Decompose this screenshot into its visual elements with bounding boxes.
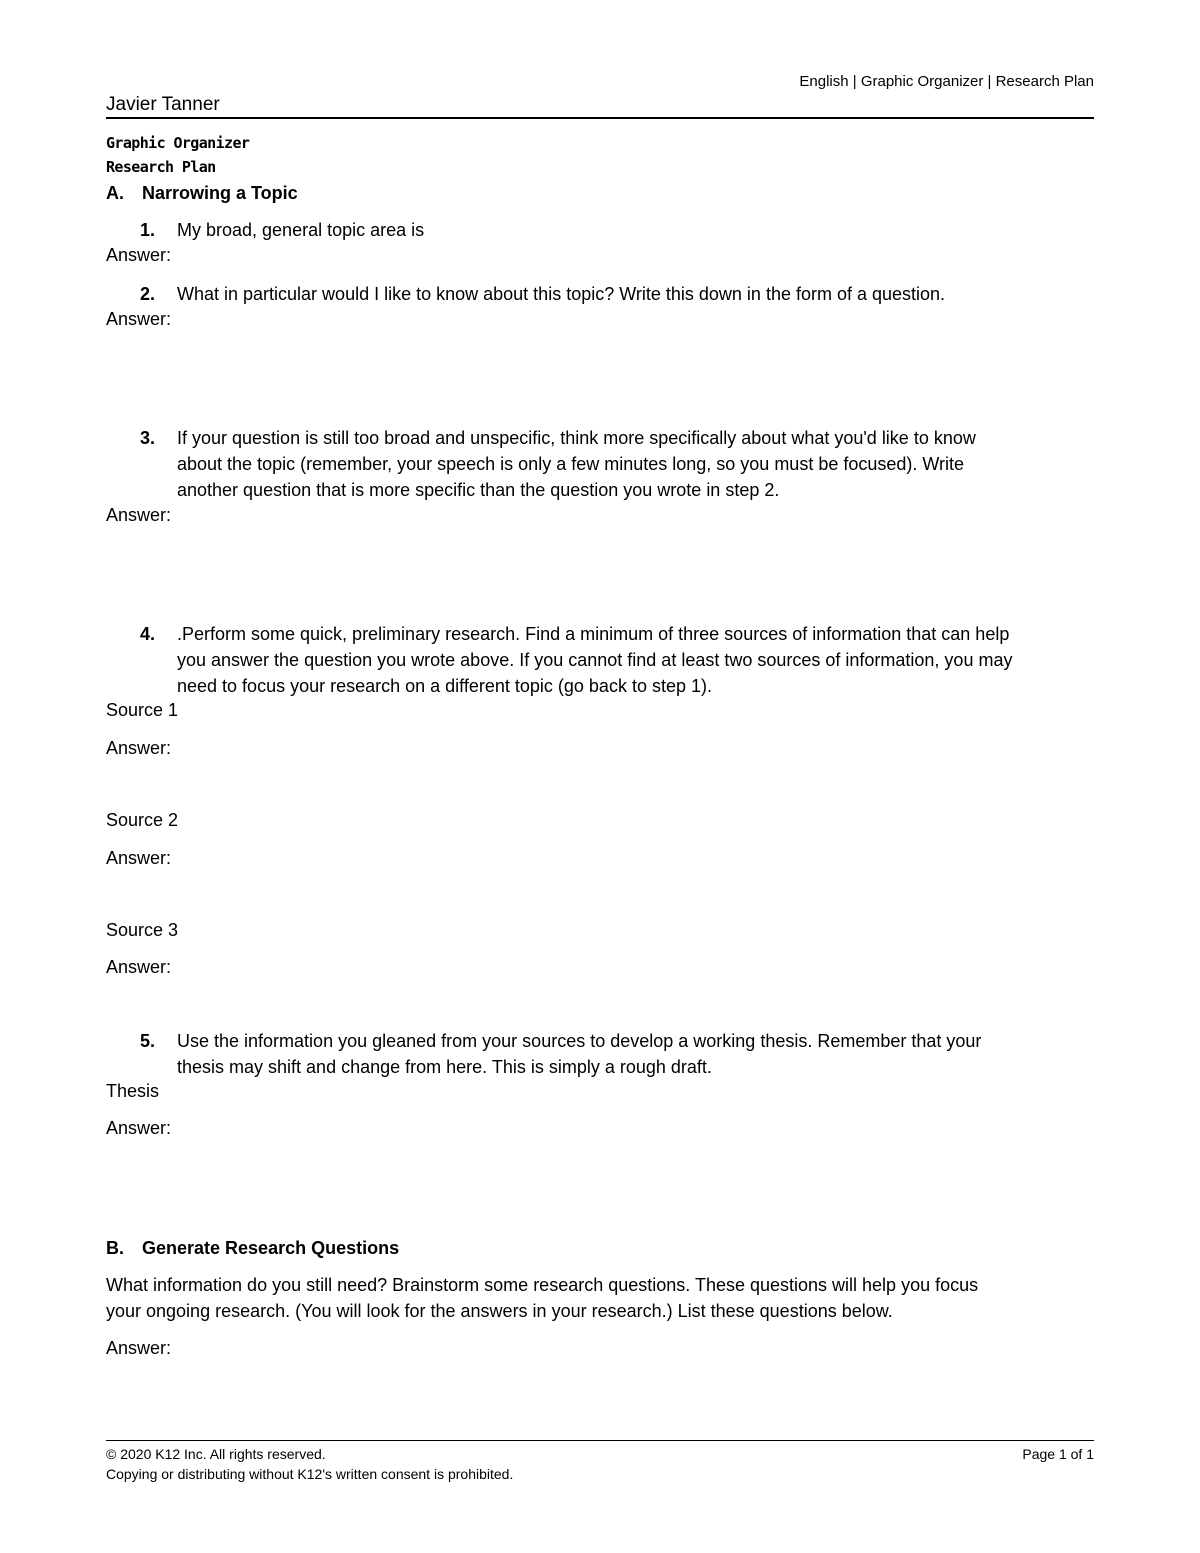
- answer-label-q2: Answer:: [106, 309, 172, 329]
- student-name: Javier Tanner: [106, 94, 220, 115]
- section-a-title: Narrowing a Topic: [142, 183, 298, 203]
- answer-label-source-2: Answer:: [106, 848, 172, 868]
- answer-label-q1: Answer:: [106, 245, 172, 265]
- question-5-line: Use the information you gleaned from your sources to develop a working thesis. Remember that your: [177, 1031, 982, 1051]
- page-number: Page 1 of 1: [1022, 1446, 1094, 1462]
- question-1-number: 1.: [140, 220, 156, 240]
- question-4-line: .Perform some quick, preliminary research. Find a minimum of three sources of information that can help: [177, 624, 1010, 644]
- answer-label-thesis: Answer:: [106, 1118, 172, 1138]
- source-1-label: Source 1: [106, 700, 179, 720]
- question-4-line: need to focus your research on a different topic (go back to step 1).: [177, 676, 712, 696]
- answer-label-source-1: Answer:: [106, 738, 172, 758]
- question-2-line: What in particular would I like to know about this topic? Write this down in the form of a question.: [177, 284, 946, 304]
- section-a-heading: [106, 183, 298, 204]
- footer-copyright: © 2020 K12 Inc. All rights reserved.: [106, 1446, 326, 1462]
- source-2-label: Source 2: [106, 810, 179, 830]
- document-title: Graphic Organizer: [106, 134, 250, 152]
- answer-label-q3: Answer:: [106, 505, 172, 525]
- question-3-line: If your question is still too broad and unspecific, think more specifically about what you'd like to know: [177, 428, 976, 448]
- header-divider: [106, 117, 1094, 119]
- source-3-label: Source 3: [106, 920, 179, 940]
- document-breadcrumb: English | Graphic Organizer | Research Plan: [799, 73, 1094, 90]
- section-a-letter: A.: [106, 183, 124, 203]
- question-3-number: 3.: [140, 428, 156, 448]
- section-b-line: What information do you still need? Brainstorm some research questions. These questions will help you focus: [106, 1275, 979, 1295]
- footer-notice: Copying or distributing without K12's written consent is prohibited.: [106, 1466, 514, 1482]
- question-4-text: [177, 621, 1012, 699]
- question-3-line: another question that is more specific than the question you wrote in step 2.: [177, 480, 780, 500]
- question-5-line: thesis may shift and change from here. This is simply a rough draft.: [177, 1057, 712, 1077]
- section-b-line: your ongoing research. (You will look for the answers in your research.) List these questions below.: [106, 1301, 893, 1321]
- question-4-line: you answer the question you wrote above. If you cannot find at least two sources of information, you may: [177, 650, 1013, 670]
- question-1-text: [177, 217, 424, 243]
- section-b-letter: B.: [106, 1238, 124, 1258]
- thesis-label: Thesis: [106, 1081, 160, 1101]
- question-2-text: [177, 281, 945, 307]
- footer-divider: [106, 1440, 1094, 1441]
- section-b-title: Generate Research Questions: [142, 1238, 400, 1258]
- section-b-instructions: [106, 1272, 978, 1324]
- question-2-number: 2.: [140, 284, 156, 304]
- question-5-number: 5.: [140, 1031, 156, 1051]
- question-4-number: 4.: [140, 624, 156, 644]
- question-3-line: about the topic (remember, your speech is only a few minutes long, so you must be focused). Write: [177, 454, 965, 474]
- question-3-text: [177, 425, 976, 503]
- answer-label-section-b: Answer:: [106, 1338, 172, 1358]
- question-1-line: My broad, general topic area is: [177, 220, 425, 240]
- question-5-text: [177, 1028, 981, 1080]
- document-subtitle: Research Plan: [106, 158, 216, 176]
- section-b-heading: [106, 1238, 399, 1259]
- answer-label-source-3: Answer:: [106, 957, 172, 977]
